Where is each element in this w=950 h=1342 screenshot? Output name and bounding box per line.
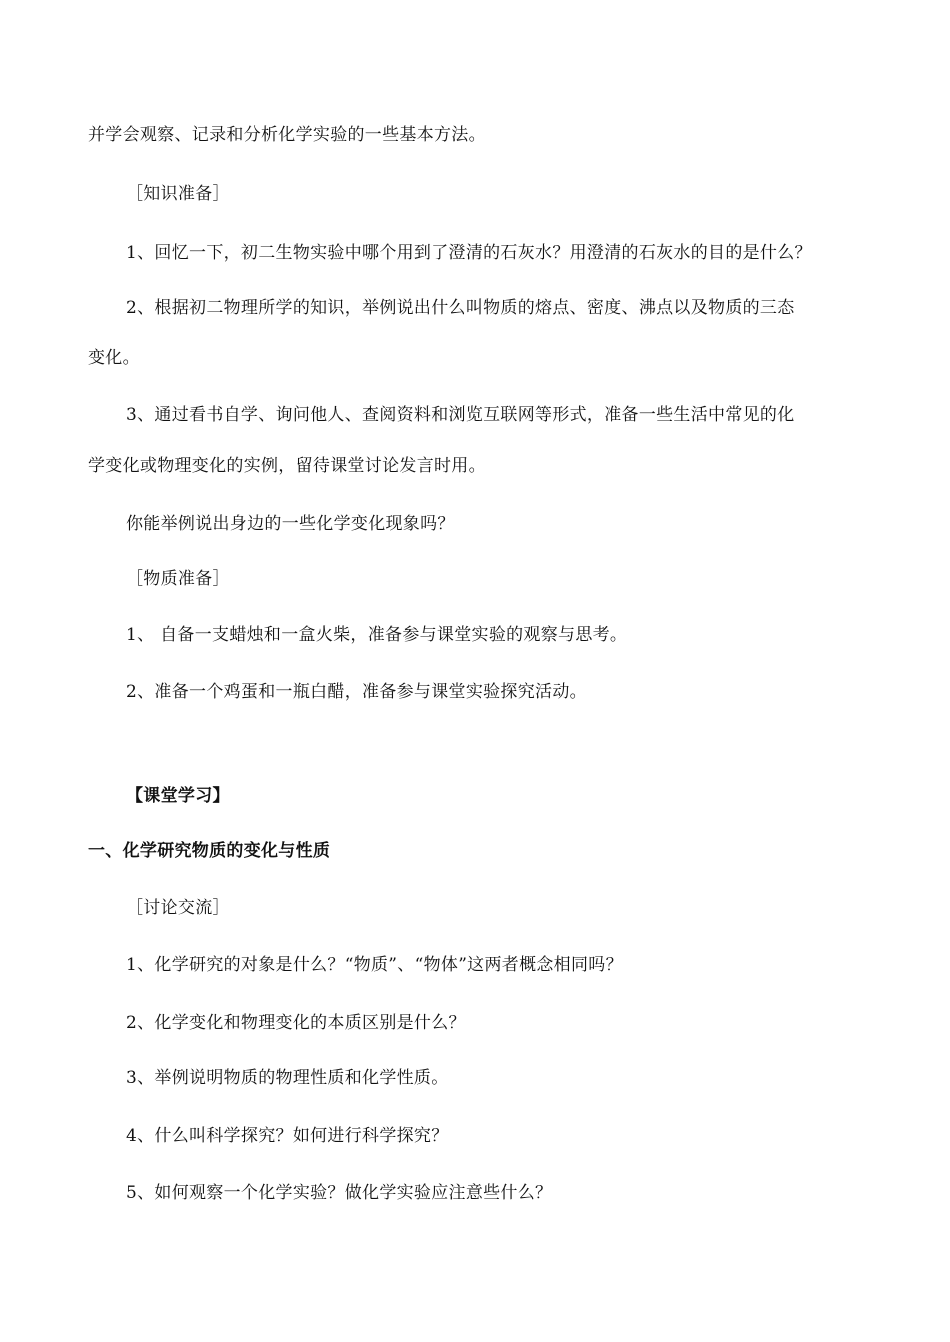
section-heading-knowledge-prep: ［知识准备］	[126, 184, 230, 204]
list-item: 2、化学变化和物理变化的本质区别是什么？	[126, 1013, 466, 1033]
list-item: 1、 自备一支蜡烛和一盒火柴，准备参与课堂实验的观察与思考。	[126, 625, 628, 645]
list-item: 2、准备一个鸡蛋和一瓶白醋，准备参与课堂实验探究活动。	[126, 682, 587, 702]
list-item: 3、通过看书自学、询问他人、查阅资料和浏览互联网等形式，准备一些生活中常见的化	[126, 405, 795, 425]
section-heading-discussion: ［讨论交流］	[126, 898, 230, 918]
section-heading-classroom-learning: 【课堂学习】	[126, 786, 230, 806]
list-item: 3、举例说明物质的物理性质和化学性质。	[126, 1068, 449, 1088]
list-item: 5、如何观察一个化学实验？做化学实验应注意些什么？	[126, 1183, 553, 1203]
list-item: 4、什么叫科学探究？如何进行科学探究？	[126, 1126, 449, 1146]
paragraph-text: 并学会观察、记录和分析化学实验的一些基本方法。	[88, 125, 486, 145]
section-heading-material-prep: ［物质准备］	[126, 569, 230, 589]
list-item-continuation: 变化。	[88, 348, 140, 368]
chapter-heading: 一、化学研究物质的变化与性质	[88, 841, 331, 861]
list-item: 2、根据初二物理所学的知识，举例说出什么叫物质的熔点、密度、沸点以及物质的三态	[126, 298, 795, 318]
list-item-continuation: 学变化或物理变化的实例，留待课堂讨论发言时用。	[88, 456, 486, 476]
question-text: 你能举例说出身边的一些化学变化现象吗？	[126, 514, 455, 534]
list-item: 1、化学研究的对象是什么？“物质”、“物体”这两者概念相同吗？	[126, 955, 623, 975]
list-item: 1、回忆一下，初二生物实验中哪个用到了澄清的石灰水？用澄清的石灰水的目的是什么？	[126, 243, 812, 263]
